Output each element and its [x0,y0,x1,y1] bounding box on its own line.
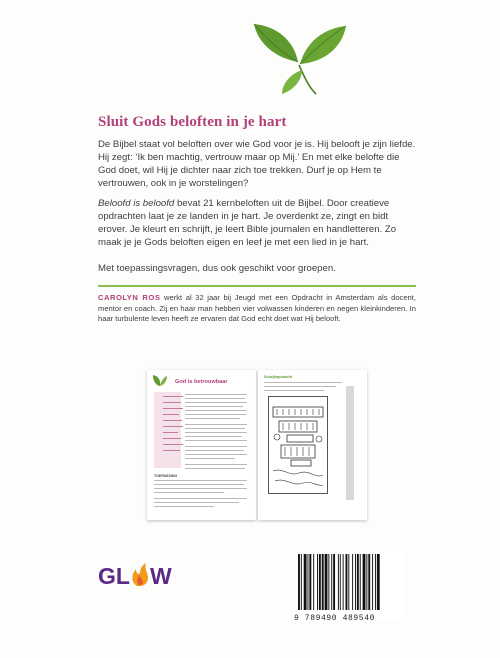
groups-note: Met toepassingsvragen, dus ook geschikt voor groepen. [98,263,336,274]
preview-tip-title: TOEPASSING [154,474,178,478]
leaf-icon [152,374,168,388]
heading: Sluit Gods beloften in je hart [98,114,287,130]
barcode [294,552,404,620]
svg-text:W: W [150,563,172,589]
author-bio-text: werkt al 32 jaar bij Jeugd met een Opdracht in Amsterdam als docent, mentor en coach. Zij en haar man hebben vier volwassen kinderen en negen kleinkinderen. In haar turbulente leven heeft ze ervaren dat God echt doet wat Hij belooft. [98,293,417,324]
preview-left-title: God is betrouwbaar [175,379,228,385]
barcode-bars [294,552,404,612]
preview-right-title: Schrijfopdracht [264,375,293,379]
description-paragraph [98,197,416,249]
book-title-italic: Beloofd is beloofd [98,198,175,209]
preview-side-bar [346,386,354,500]
coloring-page-artwork [268,396,328,494]
preview-sidebar-box [154,392,181,468]
author-name: CAROLYN ROS [98,293,161,302]
preview-left-page [147,370,256,520]
author-bio [98,293,416,325]
intro-paragraph: De Bijbel staat vol beloften over wie God voor je is. Hij belooft je zijn liefde. Hij zegt: ‘Ik ben machtig, vertrouw maar op Mij.’ En met elke belofte die God doet, wil Hij je dichter naar zich toe trekken. Durf je op Hem te vertrouwen, ook in je worstelingen? [98,139,416,190]
glow-publisher-logo [98,560,188,592]
inside-pages-preview [147,370,367,520]
description-text: bevat 21 kernbeloften uit de Bijbel. Door creatieve opdrachten laat je ze landen in je hart. Je overdenkt ze, zingt en bidt erover. Je kleurt en schrijft, je leert Bible journalen en handletteren. Zo maak je je Gods beloften eigen en leef je met een lied in je hart. [98,198,397,249]
isbn-number: 9 789490 489540 [294,614,376,623]
svg-text:GL: GL [98,563,130,589]
divider-line [98,285,416,287]
basil-leaves-image [246,18,356,98]
preview-right-page [258,370,367,520]
